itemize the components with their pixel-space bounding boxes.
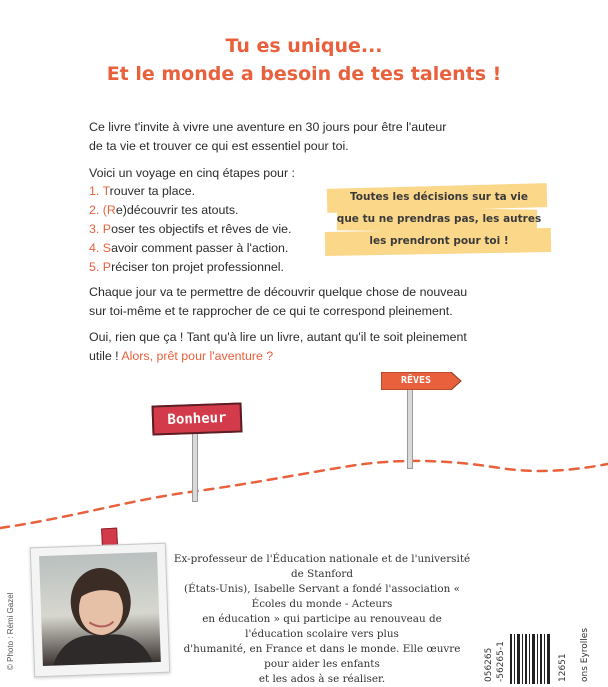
author-photo-frame bbox=[30, 543, 170, 678]
barcode-code-c: 12651 bbox=[558, 653, 568, 682]
publisher-name: ons Eyrolles bbox=[580, 627, 590, 682]
step-text: réciser ton projet professionnel. bbox=[111, 260, 284, 274]
author-portrait-icon bbox=[39, 552, 161, 666]
voyage-intro: Voici un voyage en cinq étapes pour : bbox=[89, 166, 295, 180]
step-initial: P bbox=[102, 222, 112, 236]
signpost-pole-reves bbox=[407, 385, 413, 469]
dashed-path bbox=[0, 430, 608, 550]
step-item bbox=[89, 239, 292, 258]
step-initial: (R bbox=[102, 203, 116, 217]
barcode-bars-icon bbox=[510, 634, 554, 684]
step-number: 4. bbox=[89, 241, 100, 255]
step-number: 1. bbox=[89, 184, 100, 198]
step-initial: P bbox=[102, 260, 112, 274]
steps-list bbox=[89, 182, 292, 277]
closing-accent: Alors, prêt pour l'aventure ? bbox=[121, 349, 274, 363]
daily-line-2: sur toi-même et te rapprocher de ce qui te correspond pleinement. bbox=[89, 304, 453, 318]
step-item bbox=[89, 201, 292, 220]
intro-line-1: Ce livre t'invite à vivre une aventure en 30 jours pour être l'auteur bbox=[89, 120, 447, 134]
step-text: oser tes objectifs et rêves de vie. bbox=[111, 222, 292, 236]
closing-line-2: utile ! bbox=[89, 349, 122, 363]
barcode-code-b: -56265-1 bbox=[496, 641, 506, 682]
step-item bbox=[89, 182, 292, 201]
quote-line-1: Toutes les décisions sur ta vie bbox=[350, 191, 528, 203]
quote-line-3: les prendront pour toi ! bbox=[369, 235, 509, 247]
intro-line-2: de ta vie et trouver ce qui est essentiel pour toi. bbox=[89, 139, 349, 153]
author-bio bbox=[172, 552, 472, 687]
sign-bonheur: Bonheur bbox=[152, 402, 243, 435]
sign-reves bbox=[381, 372, 463, 390]
quote-line-2: que tu ne prendras pas, les autres bbox=[336, 213, 542, 225]
barcode-area bbox=[484, 627, 608, 684]
closing-paragraph bbox=[89, 328, 469, 366]
step-number: 2. bbox=[89, 203, 100, 217]
bio-line-1: Ex-professeur de l'Éducation nationale et de l'université de Stanford bbox=[173, 553, 471, 580]
bio-line-3: en éducation » qui participe au renouveau de l'éducation scolaire vers plus bbox=[202, 613, 442, 640]
step-item bbox=[89, 258, 292, 277]
step-text: rouver ta place. bbox=[109, 184, 196, 198]
bio-line-2: (États-Unis), Isabelle Servant a fondé l'association « Écoles du monde - Acteurs bbox=[184, 583, 460, 610]
step-initial: T bbox=[102, 184, 110, 198]
signpost-pole-bonheur bbox=[192, 432, 198, 502]
sign-reves-label: RÊVES bbox=[400, 375, 432, 386]
photo-credit: © Photo : Rémi Gazel bbox=[6, 592, 15, 670]
daily-line-1: Chaque jour va te permettre de découvrir quelque chose de nouveau bbox=[89, 285, 468, 299]
headline-line-2: Et le monde a besoin de tes talents ! bbox=[106, 63, 502, 85]
closing-line-1: Oui, rien que ça ! Tant qu'à lire un livre, autant qu'il te soit pleinement bbox=[89, 330, 467, 344]
quote-note bbox=[325, 184, 555, 254]
intro-paragraph bbox=[89, 118, 469, 156]
step-text: e)découvrir tes atouts. bbox=[115, 203, 239, 217]
headline-line-1: Tu es unique... bbox=[225, 35, 383, 57]
author-photo bbox=[39, 552, 161, 666]
step-text: avoir comment passer à l'action. bbox=[111, 241, 289, 255]
bio-line-4: d'humanité, en France et dans le monde. Elle œuvre pour aider les enfants bbox=[183, 643, 461, 670]
step-initial: S bbox=[102, 241, 112, 255]
step-item bbox=[89, 220, 292, 239]
step-number: 5. bbox=[89, 260, 100, 274]
step-number: 3. bbox=[89, 222, 100, 236]
daily-paragraph bbox=[89, 283, 469, 321]
barcode-code-a: 056265 bbox=[484, 647, 494, 682]
bio-line-5: et les ados à se réaliser. bbox=[258, 673, 386, 685]
